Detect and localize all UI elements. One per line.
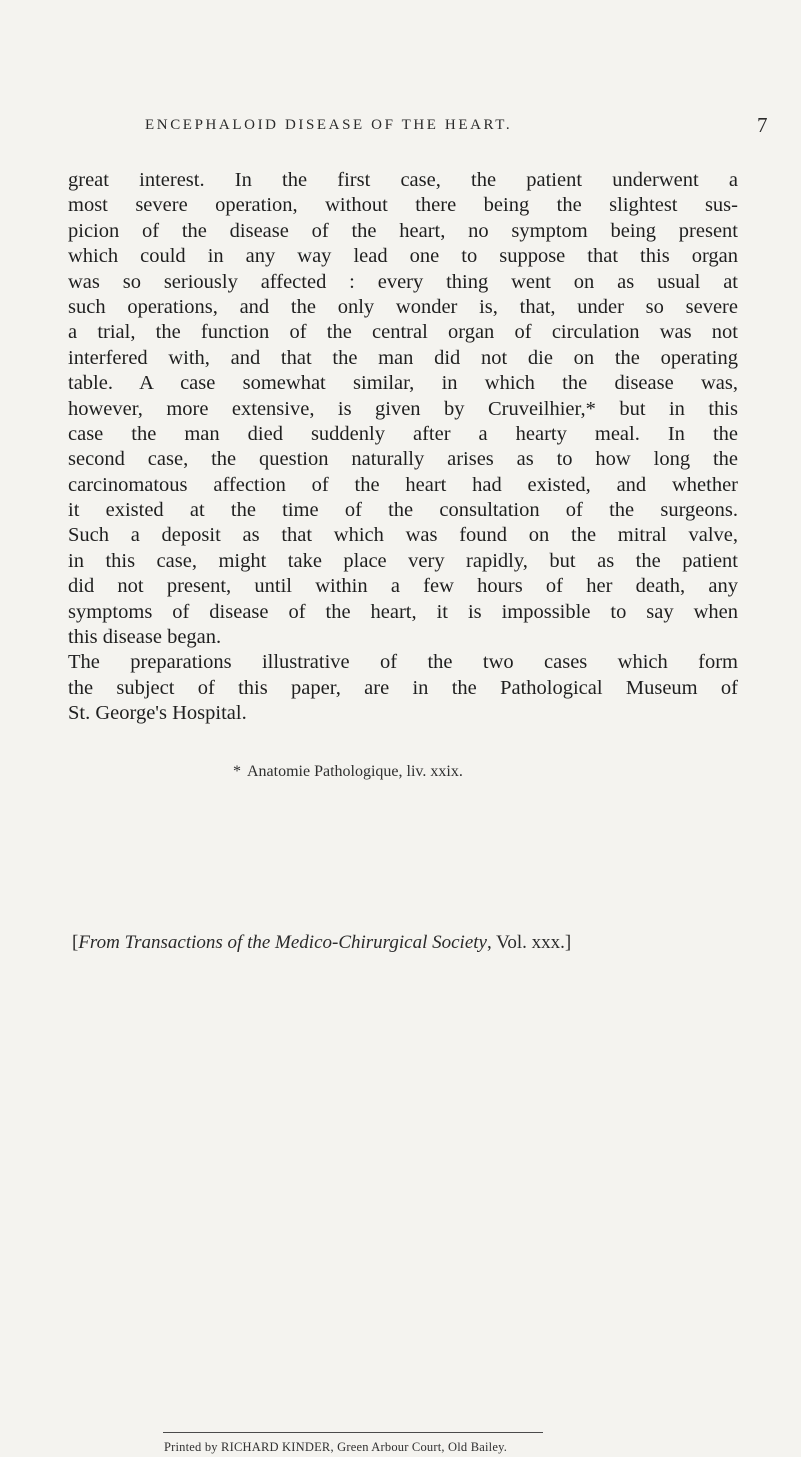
printer-divider [163,1432,543,1433]
text-line: The preparations illustrative of the two cases which form [68,651,738,674]
page-number: 7 [757,113,768,137]
text-line: it existed at the time of the consultation of the surgeons. [68,499,738,522]
text-line: picion of the disease of the heart, no symptom being present [68,219,738,242]
text-line: case the man died suddenly after a hearty meal. In the [68,422,738,445]
source-note-bracket: [ [72,932,79,953]
text-line: was so seriously affected : every thing went on as usual at [68,270,738,293]
source-note-volume: , Vol. xxx.] [486,932,572,953]
text-line: great interest. In the first case, the patient underwent a [68,169,738,191]
text-line: the subject of this paper, are in the Pathological Museum of [68,676,738,699]
running-title: ENCEPHALOID DISEASE OF THE HEART. [145,117,513,133]
body-text [68,168,738,727]
text-line: in this case, might take place very rapidly, but as the patient [68,549,738,572]
source-note-title: From Transactions of the Medico-Chirurgical Society [78,932,487,953]
text-line: did not present, until within a few hours of her death, any [68,575,738,598]
footnote-text: Anatomie Pathologique, liv. xxix. [247,763,463,780]
text-line: a trial, the function of the central organ of circulation was not [68,321,738,344]
footnote [233,763,463,781]
text-line: symptoms of disease of the heart, it is impossible to say when [68,600,738,623]
text-line: St. George's Hospital. [68,702,247,725]
text-line: most severe operation, without there being the slightest sus- [68,194,738,217]
printer-imprint: Printed by RICHARD KINDER, Green Arbour Court, Old Bailey. [164,1440,508,1454]
text-line: Such a deposit as that which was found on the mitral valve, [68,524,738,547]
text-line: such operations, and the only wonder is, that, under so severe [68,295,738,318]
text-line: interfered with, and that the man did not die on the operating [68,346,738,369]
source-note [72,932,571,954]
text-line: however, more extensive, is given by Cruveilhier,* but in this [68,397,738,420]
footnote-marker: * [233,763,241,780]
text-line: table. A case somewhat similar, in which the disease was, [68,372,738,395]
text-line: which could in any way lead one to suppose that this organ [68,245,738,268]
text-line: this disease began. [68,626,222,649]
text-line: carcinomatous affection of the heart had existed, and whether [68,473,738,496]
text-line: second case, the question naturally arises as to how long the [68,448,738,471]
